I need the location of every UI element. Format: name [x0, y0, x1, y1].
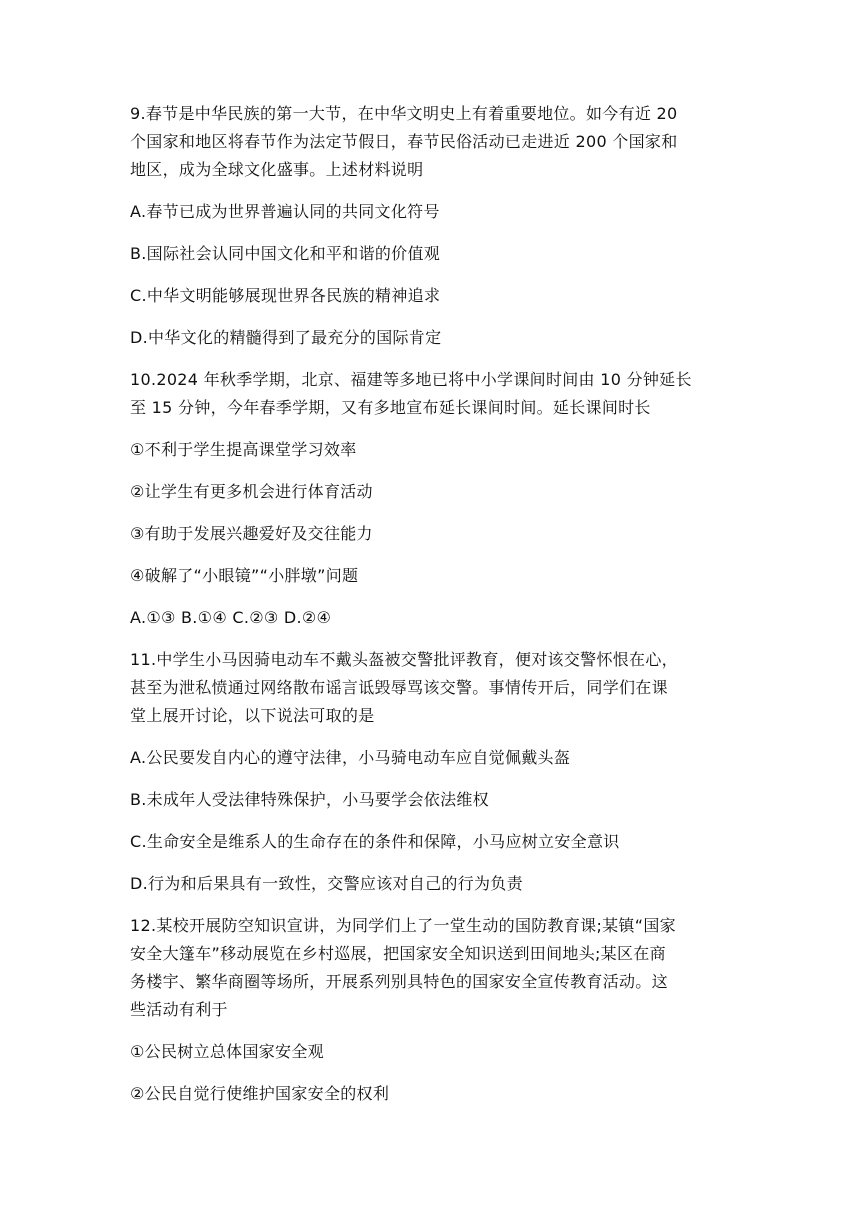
question-10-stem	[130, 366, 735, 422]
question-12-stem	[130, 912, 735, 1024]
stem-line: 甚至为泄私愤通过网络散布谣言诋毁辱骂该交警。事情传开后，同学们在课	[130, 678, 668, 697]
stem-line: 些活动有利于	[130, 1000, 228, 1019]
stem-line: 安全大篷车”移动展览在乡村巡展，把国家安全知识送到田间地头;某区在商	[130, 944, 666, 963]
question-11-option-d: D.行为和后果具有一致性，交警应该对自己的行为负责	[130, 874, 523, 893]
document-page	[130, 100, 735, 1122]
question-11-option-a: A.公民要发自内心的遵守法律，小马骑电动车应自觉佩戴头盔	[130, 748, 571, 767]
stem-line: 11.中学生小马因骑电动车不戴头盔被交警批评教育，便对该交警怀恨在心，	[130, 650, 678, 669]
question-10-statement-4: ④破解了“小眼镜”“小胖墩”问题	[130, 566, 359, 585]
question-9-stem	[130, 100, 735, 184]
stem-line: 务楼宇、繁华商圈等场所，开展系列别具特色的国家安全宣传教育活动。这	[130, 972, 668, 991]
question-9-option-b: B.国际社会认同中国文化和平和谐的价值观	[130, 244, 441, 263]
question-10-statement-1: ①不利于学生提高课堂学习效率	[130, 440, 357, 459]
stem-line: 至 15 分钟，今年春季学期，又有多地宣布延长课间时间。延长课间时长	[130, 398, 651, 417]
stem-line: 堂上展开讨论，以下说法可取的是	[130, 706, 375, 725]
question-12-statement-2: ②公民自觉行使维护国家安全的权利	[130, 1084, 390, 1103]
question-11-option-c: C.生命安全是维系人的生命存在的条件和保障，小马应树立安全意识	[130, 832, 620, 851]
stem-line: 12.某校开展防空知识宣讲，为同学们上了一堂生动的国防教育课;某镇“国家	[130, 916, 676, 935]
question-9-option-d: D.中华文化的精髓得到了最充分的国际肯定	[130, 328, 442, 347]
question-9-option-c: C.中华文明能够展现世界各民族的精神追求	[130, 286, 441, 305]
question-9-option-a: A.春节已成为世界普遍认同的共同文化符号	[130, 202, 440, 221]
question-12-statement-1: ①公民树立总体国家安全观	[130, 1042, 324, 1061]
question-11-stem	[130, 646, 735, 730]
stem-line: 个国家和地区将春节作为法定节假日，春节民俗活动已走进近 200 个国家和	[130, 132, 678, 151]
stem-line: 9.春节是中华民族的第一大节，在中华文明史上有着重要地位。如今有近 20	[130, 104, 678, 123]
question-10-statement-3: ③有助于发展兴趣爱好及交往能力	[130, 524, 373, 543]
stem-line: 10.2024 年秋季学期，北京、福建等多地已将中小学课间时间由 10 分钟延长	[130, 370, 692, 389]
stem-line: 地区，成为全球文化盛事。上述材料说明	[130, 160, 424, 179]
question-10-statement-2: ②让学生有更多机会进行体育活动	[130, 482, 373, 501]
question-10-choices: A.①③ B.①④ C.②③ D.②④	[130, 608, 332, 627]
question-11-option-b: B.未成年人受法律特殊保护，小马要学会依法维权	[130, 790, 489, 809]
